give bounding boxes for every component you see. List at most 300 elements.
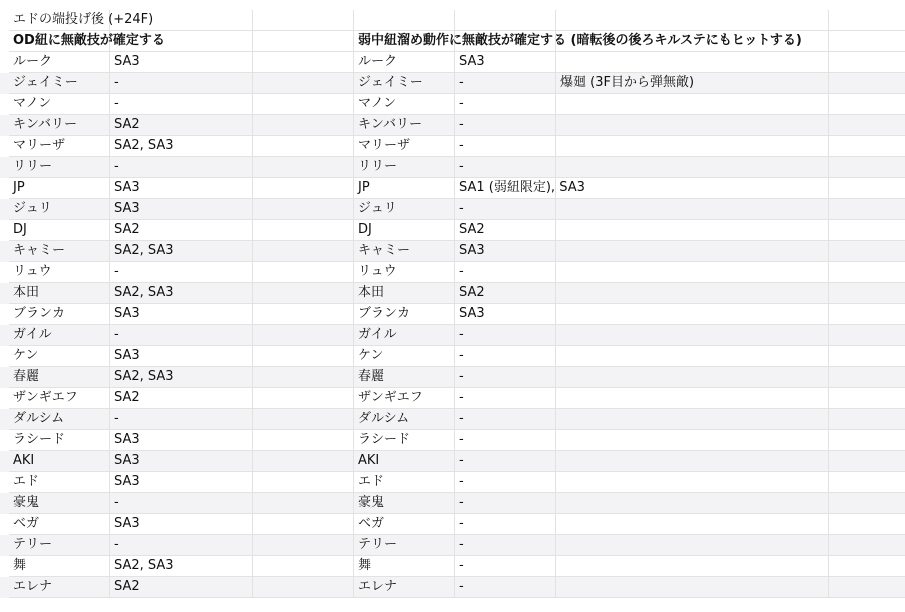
right-character-cell[interactable] (354, 220, 455, 241)
spacer-cell[interactable] (253, 346, 354, 367)
right-character-cell[interactable] (354, 199, 455, 220)
note-cell[interactable] (556, 346, 829, 367)
spacer-cell[interactable] (253, 220, 354, 241)
cell-empty[interactable] (110, 31, 253, 52)
left-value-text: SA2 (114, 579, 140, 594)
left-character-text: AKI (13, 453, 35, 468)
right-value-cell[interactable] (455, 325, 556, 346)
right-value-text: SA2 (459, 285, 485, 300)
right-character-cell[interactable] (354, 493, 455, 514)
spacer-cell[interactable] (829, 577, 905, 598)
left-value-text: SA3 (114, 180, 140, 195)
spacer-cell[interactable] (253, 157, 354, 178)
note-text (556, 432, 560, 447)
note-text (556, 285, 560, 300)
right-value-text: SA3 (459, 243, 485, 258)
right-character-cell[interactable] (354, 283, 455, 304)
table-row (0, 388, 905, 409)
right-value-cell[interactable] (455, 451, 556, 472)
left-value-cell[interactable] (110, 346, 253, 367)
left-value-cell[interactable] (110, 157, 253, 178)
left-character-cell[interactable] (9, 220, 110, 241)
spacer-cell[interactable] (829, 325, 905, 346)
cell-empty[interactable] (455, 10, 556, 31)
right-character-cell[interactable] (354, 325, 455, 346)
note-text (556, 138, 560, 153)
note-cell[interactable] (556, 493, 829, 514)
note-cell[interactable] (556, 430, 829, 451)
note-cell[interactable] (556, 451, 829, 472)
spacer-cell[interactable] (253, 514, 354, 535)
note-cell[interactable] (556, 52, 829, 73)
left-character-cell[interactable] (9, 262, 110, 283)
note-text (556, 537, 560, 552)
left-value-cell[interactable] (110, 556, 253, 577)
left-character-cell[interactable] (9, 556, 110, 577)
right-value-cell[interactable] (455, 52, 556, 73)
cell-empty[interactable] (556, 10, 829, 31)
left-character-cell[interactable] (9, 472, 110, 493)
note-cell[interactable] (556, 472, 829, 493)
left-section-header: OD紐に無敵技が確定する (13, 33, 165, 48)
left-character-text: リュウ (13, 264, 52, 279)
right-value-cell[interactable] (455, 388, 556, 409)
note-text (556, 201, 560, 216)
spacer-cell[interactable] (253, 409, 354, 430)
right-character-cell[interactable] (354, 304, 455, 325)
spacer-cell[interactable] (253, 325, 354, 346)
left-character-text: キャミー (13, 243, 66, 258)
left-character-cell[interactable] (9, 535, 110, 556)
note-text (556, 369, 560, 384)
cell-left-header[interactable] (9, 31, 165, 52)
left-value-text: SA2, SA3 (114, 138, 174, 153)
note-cell[interactable] (556, 388, 829, 409)
spacer-cell[interactable] (253, 283, 354, 304)
right-value-cell[interactable] (455, 535, 556, 556)
spacer-cell[interactable] (253, 94, 354, 115)
left-character-cell[interactable] (9, 367, 110, 388)
right-character-cell[interactable] (354, 262, 455, 283)
note-cell[interactable] (556, 199, 829, 220)
table-row (0, 136, 905, 157)
right-value-text: SA3 (459, 54, 485, 69)
spacer-cell[interactable] (253, 73, 354, 94)
right-character-cell[interactable] (354, 472, 455, 493)
note-cell[interactable] (556, 220, 829, 241)
spacer-cell[interactable] (253, 577, 354, 598)
table-row (0, 451, 905, 472)
spacer-cell[interactable] (829, 388, 905, 409)
left-character-cell[interactable] (9, 304, 110, 325)
right-value-cell[interactable] (455, 556, 556, 577)
note-cell[interactable] (556, 283, 829, 304)
left-value-text: SA3 (114, 453, 140, 468)
left-value-cell[interactable] (110, 52, 253, 73)
left-value-cell[interactable] (110, 115, 253, 136)
right-value-text: - (459, 75, 464, 90)
left-character-cell[interactable] (9, 409, 110, 430)
table-row (0, 304, 905, 325)
right-character-cell[interactable] (354, 535, 455, 556)
right-character-cell[interactable] (354, 367, 455, 388)
left-character-cell[interactable] (9, 241, 110, 262)
left-character-text: テリー (13, 537, 53, 552)
left-character-text: ダルシム (13, 411, 65, 426)
table-row (0, 199, 905, 220)
spacer-cell[interactable] (829, 262, 905, 283)
right-value-text: - (459, 264, 464, 279)
right-character-cell[interactable] (354, 115, 455, 136)
spacer-cell[interactable] (253, 304, 354, 325)
spacer-cell[interactable] (829, 73, 905, 94)
table-row (0, 367, 905, 388)
note-cell[interactable] (556, 535, 829, 556)
spacer-cell[interactable] (829, 451, 905, 472)
spacer-cell[interactable] (253, 472, 354, 493)
spacer-cell[interactable] (829, 430, 905, 451)
right-character-text: エド (358, 474, 385, 489)
left-value-text: SA2 (114, 222, 140, 237)
right-character-cell[interactable] (354, 388, 455, 409)
spacer-cell[interactable] (829, 556, 905, 577)
note-cell[interactable] (556, 115, 829, 136)
spacer-cell[interactable] (829, 220, 905, 241)
table-row (0, 556, 905, 577)
left-value-cell[interactable] (110, 388, 253, 409)
table-row (0, 52, 905, 73)
table-row (0, 241, 905, 262)
cell-right-header[interactable] (354, 31, 802, 52)
left-value-text: - (114, 264, 119, 279)
right-value-cell[interactable] (455, 220, 556, 241)
left-value-cell[interactable] (110, 220, 253, 241)
cell-empty[interactable] (829, 31, 905, 52)
right-value-text: - (459, 159, 464, 174)
right-character-cell[interactable] (354, 514, 455, 535)
left-character-cell[interactable] (9, 493, 110, 514)
spacer-cell[interactable] (253, 262, 354, 283)
note-text (556, 495, 560, 510)
spacer-cell[interactable] (253, 178, 354, 199)
left-value-cell[interactable] (110, 325, 253, 346)
note-text (556, 411, 560, 426)
note-text (556, 96, 560, 111)
left-value-text: - (114, 327, 119, 342)
right-value-cell[interactable] (455, 157, 556, 178)
right-value-cell[interactable] (455, 409, 556, 430)
cell-empty[interactable] (110, 10, 253, 31)
left-character-cell[interactable] (9, 178, 110, 199)
spacer-cell[interactable] (253, 199, 354, 220)
note-text (556, 222, 560, 237)
note-cell[interactable] (556, 73, 829, 94)
spacer-cell[interactable] (829, 136, 905, 157)
right-value-cell[interactable] (455, 472, 556, 493)
right-character-text: ブランカ (358, 306, 411, 321)
right-character-cell[interactable] (354, 178, 455, 199)
left-value-cell[interactable] (110, 430, 253, 451)
cell-empty[interactable] (253, 10, 354, 31)
left-character-cell[interactable] (9, 346, 110, 367)
right-character-text: 豪鬼 (358, 495, 385, 510)
right-value-text: - (459, 432, 464, 447)
spacer-cell[interactable] (253, 367, 354, 388)
right-section-header: 弱中紐溜め動作に無敵技が確定する (暗転後の後ろキルステにもヒットする) (358, 33, 802, 48)
right-character-cell[interactable] (354, 94, 455, 115)
left-character-text: 舞 (13, 558, 27, 573)
left-value-cell[interactable] (110, 493, 253, 514)
left-value-text: - (114, 75, 119, 90)
right-value-cell[interactable] (455, 514, 556, 535)
left-character-cell[interactable] (9, 94, 110, 115)
cell-empty[interactable] (556, 31, 829, 52)
left-value-cell[interactable] (110, 94, 253, 115)
left-character-cell[interactable] (9, 325, 110, 346)
right-value-cell[interactable] (455, 94, 556, 115)
spacer-cell[interactable] (253, 493, 354, 514)
table-row (0, 220, 905, 241)
left-character-text: キンバリー (13, 117, 77, 132)
right-character-cell[interactable] (354, 409, 455, 430)
right-value-cell[interactable] (455, 115, 556, 136)
right-character-text: DJ (358, 222, 372, 237)
note-cell[interactable] (556, 325, 829, 346)
left-character-cell[interactable] (9, 157, 110, 178)
note-text (556, 54, 560, 69)
table-row (0, 430, 905, 451)
spacer-cell[interactable] (253, 430, 354, 451)
cell-title[interactable] (9, 10, 154, 31)
note-text (556, 243, 560, 258)
note-text (556, 159, 560, 174)
left-value-text: SA3 (114, 306, 140, 321)
left-value-cell[interactable] (110, 409, 253, 430)
right-value-text: - (459, 348, 464, 363)
left-value-cell[interactable] (110, 199, 253, 220)
spacer-cell[interactable] (253, 535, 354, 556)
note-cell[interactable] (556, 241, 829, 262)
right-character-cell[interactable] (354, 451, 455, 472)
note-text (556, 180, 560, 195)
right-value-text: - (459, 117, 464, 132)
left-character-cell[interactable] (9, 451, 110, 472)
left-value-text: SA2, SA3 (114, 285, 174, 300)
left-character-text: エド (13, 474, 40, 489)
right-character-text: ガイル (358, 327, 397, 342)
right-value-cell[interactable] (455, 304, 556, 325)
spacer-cell[interactable] (829, 94, 905, 115)
right-value-cell[interactable] (455, 178, 585, 199)
left-value-text: SA3 (114, 474, 140, 489)
left-character-text: ケン (13, 348, 39, 363)
left-character-text: マリーザ (13, 138, 66, 153)
left-value-cell[interactable] (110, 472, 253, 493)
right-character-cell[interactable] (354, 52, 455, 73)
note-cell[interactable] (556, 367, 829, 388)
left-value-text: - (114, 96, 119, 111)
left-character-cell[interactable] (9, 283, 110, 304)
spacer-cell[interactable] (829, 283, 905, 304)
right-value-cell[interactable] (455, 73, 556, 94)
left-value-cell[interactable] (110, 367, 253, 388)
right-value-text: - (459, 96, 464, 111)
left-character-text: ベガ (13, 516, 40, 531)
spacer-cell[interactable] (829, 346, 905, 367)
spacer-cell[interactable] (253, 136, 354, 157)
left-value-cell[interactable] (110, 283, 253, 304)
right-value-text: - (459, 390, 464, 405)
spacer-cell[interactable] (829, 178, 905, 199)
left-value-text: - (114, 495, 119, 510)
right-character-cell[interactable] (354, 157, 455, 178)
left-value-cell[interactable] (110, 304, 253, 325)
left-character-cell[interactable] (9, 199, 110, 220)
left-character-cell[interactable] (9, 52, 110, 73)
right-value-cell[interactable] (455, 262, 556, 283)
left-value-cell[interactable] (110, 535, 253, 556)
cell-empty[interactable] (354, 10, 455, 31)
table-row (0, 94, 905, 115)
left-character-cell[interactable] (9, 514, 110, 535)
note-cell[interactable] (556, 577, 829, 598)
table-row (0, 577, 905, 598)
note-text (556, 327, 560, 342)
left-character-cell[interactable] (9, 430, 110, 451)
spacer-cell[interactable] (829, 52, 905, 73)
table-row (0, 283, 905, 304)
right-character-cell[interactable] (354, 577, 455, 598)
cell-empty[interactable] (455, 31, 556, 52)
spacer-cell[interactable] (253, 52, 354, 73)
spacer-cell[interactable] (829, 304, 905, 325)
right-value-cell[interactable] (455, 136, 556, 157)
right-value-text: - (459, 558, 464, 573)
right-character-cell[interactable] (354, 73, 455, 94)
left-character-cell[interactable] (9, 115, 110, 136)
table-row (0, 409, 905, 430)
note-cell[interactable] (556, 304, 829, 325)
left-value-cell[interactable] (110, 178, 253, 199)
right-value-text: - (459, 411, 464, 426)
note-cell[interactable] (556, 409, 829, 430)
right-character-text: マノン (358, 96, 397, 111)
right-value-text: SA1 (弱紐限定), SA3 (459, 180, 585, 195)
left-value-cell[interactable] (110, 577, 253, 598)
right-character-text: ダルシム (358, 411, 410, 426)
left-character-cell[interactable] (9, 73, 110, 94)
left-character-text: JP (13, 180, 25, 195)
note-text (556, 264, 560, 279)
left-character-text: 本田 (13, 285, 40, 300)
title-row (0, 10, 905, 31)
spacer-cell[interactable] (253, 556, 354, 577)
right-character-text: ザンギエフ (358, 390, 423, 405)
note-text (556, 579, 560, 594)
right-value-cell[interactable] (455, 241, 556, 262)
right-value-cell[interactable] (455, 346, 556, 367)
left-value-text: SA2, SA3 (114, 369, 174, 384)
spacer-cell[interactable] (829, 409, 905, 430)
spacer-cell[interactable] (253, 451, 354, 472)
cell-empty[interactable] (829, 10, 905, 31)
right-value-text: - (459, 327, 464, 342)
spacer-cell[interactable] (829, 472, 905, 493)
cell-empty[interactable] (253, 31, 354, 52)
left-value-cell[interactable] (110, 241, 253, 262)
note-text (556, 117, 560, 132)
left-character-cell[interactable] (9, 136, 110, 157)
spacer-cell[interactable] (829, 241, 905, 262)
note-text (556, 474, 560, 489)
right-value-cell[interactable] (455, 367, 556, 388)
note-cell[interactable] (556, 262, 829, 283)
left-value-text: SA2, SA3 (114, 243, 174, 258)
note-cell[interactable] (556, 514, 829, 535)
spacer-cell[interactable] (253, 388, 354, 409)
header-row (0, 31, 905, 52)
left-character-cell[interactable] (9, 577, 110, 598)
right-character-cell[interactable] (354, 346, 455, 367)
right-value-cell[interactable] (455, 430, 556, 451)
right-character-cell[interactable] (354, 556, 455, 577)
right-character-cell[interactable] (354, 241, 455, 262)
spacer-cell[interactable] (253, 241, 354, 262)
spacer-cell[interactable] (829, 367, 905, 388)
left-character-text: ジェイミー (13, 75, 78, 90)
left-value-cell[interactable] (110, 73, 253, 94)
note-cell[interactable] (556, 178, 829, 199)
note-cell[interactable] (556, 157, 829, 178)
spacer-cell[interactable] (829, 115, 905, 136)
right-character-cell[interactable] (354, 430, 455, 451)
right-value-cell[interactable] (455, 283, 556, 304)
note-text: 爆廻 (3F目から弾無敵) (560, 75, 695, 90)
right-value-cell[interactable] (455, 199, 556, 220)
note-cell[interactable] (556, 136, 829, 157)
spacer-cell[interactable] (829, 493, 905, 514)
right-character-cell[interactable] (354, 136, 455, 157)
spacer-cell[interactable] (829, 535, 905, 556)
left-character-text: ルーク (13, 54, 53, 69)
spacer-cell[interactable] (829, 514, 905, 535)
right-character-text: 本田 (358, 285, 385, 300)
right-value-text: - (459, 495, 464, 510)
spacer-cell[interactable] (253, 115, 354, 136)
left-value-cell[interactable] (110, 262, 253, 283)
note-cell[interactable] (556, 556, 829, 577)
right-character-text: 舞 (358, 558, 372, 573)
left-value-cell[interactable] (110, 136, 253, 157)
right-value-cell[interactable] (455, 493, 556, 514)
right-value-cell[interactable] (455, 577, 556, 598)
right-character-text: リュウ (358, 264, 397, 279)
right-value-text: - (459, 201, 464, 216)
left-character-text: エレナ (13, 579, 53, 594)
right-value-text: - (459, 453, 464, 468)
right-value-text: - (459, 516, 464, 531)
right-character-text: JP (358, 180, 370, 195)
left-value-cell[interactable] (110, 514, 253, 535)
left-character-text: DJ (13, 222, 27, 237)
note-cell[interactable] (556, 94, 829, 115)
left-value-cell[interactable] (110, 451, 253, 472)
spacer-cell[interactable] (829, 199, 905, 220)
left-character-cell[interactable] (9, 388, 110, 409)
right-character-text: エレナ (358, 579, 398, 594)
spacer-cell[interactable] (829, 157, 905, 178)
right-character-text: ジェイミー (358, 75, 423, 90)
